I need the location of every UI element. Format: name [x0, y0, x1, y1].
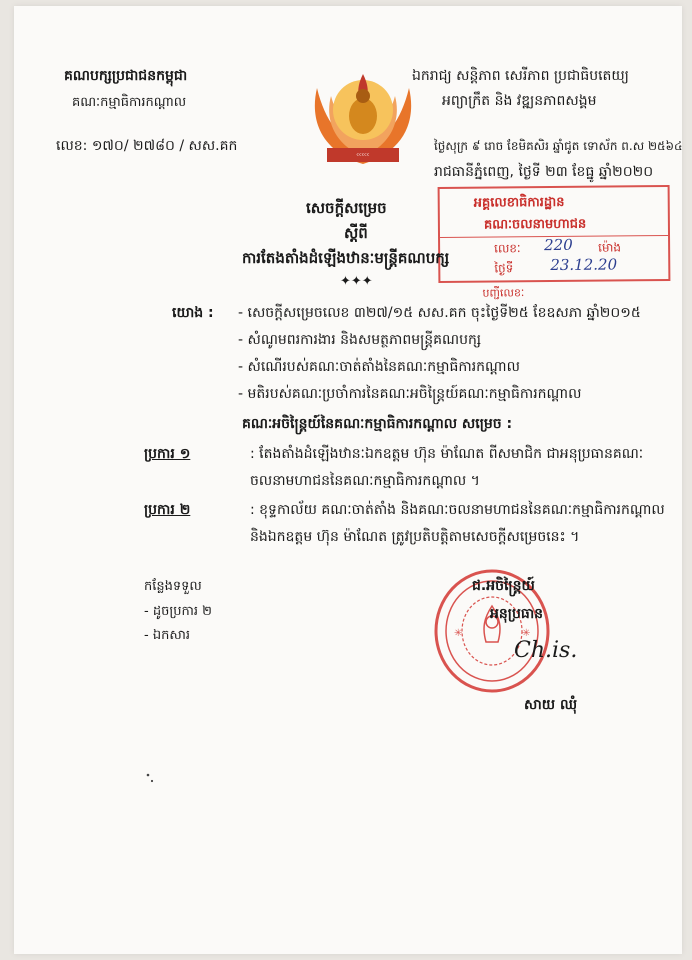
party-name: គណបក្សប្រជាជនកម្ពុជា: [64, 68, 188, 84]
basis-item: - មតិរបស់គណៈប្រចាំការនៃគណៈអចិន្ត្រៃយ៍គណៈកម្មាធិការកណ្ដាល: [238, 386, 582, 402]
received-stamp: [438, 185, 671, 300]
signatory-role: ជ.អចិន្ត្រៃយ៍: [472, 578, 535, 594]
party-logo: [303, 52, 423, 170]
document-page: [14, 6, 682, 954]
signatory-title: អនុប្រធាន: [490, 606, 544, 622]
handwritten-signature: Ch.is.: [514, 638, 578, 663]
article-2-line: : ខុទ្ទកាល័យ គណៈចាត់តាំង និងគណៈចលនាមហាជននៃគណៈកម្មាធិការកណ្ដាល: [250, 502, 665, 518]
article-1-line: : តែងតាំងដំឡើងឋានៈឯកឧត្ដម ហ៊ុន ម៉ាណែត ពីសមាជិក ជាអនុប្រធានគណៈ: [250, 446, 644, 462]
stamp-number-label: លេខៈ: [494, 241, 521, 256]
reference-number: លេខ: ១៧០/ ២៧៨០ / សស.គក: [56, 138, 238, 154]
stamp-line1: អគ្គលេខាធិការដ្ឋាន: [473, 194, 565, 211]
national-motto-line1: ឯករាជ្យ សន្តិភាព សេរីភាព ប្រជាធិបតេយ្យ: [412, 68, 629, 84]
article-1-label: ប្រការ ១: [144, 446, 191, 462]
committee-name: គណៈកម្មាធិការកណ្ដាល: [72, 95, 187, 110]
stamp-number-value: 220: [544, 235, 573, 255]
stamp-time-label: ម៉ោង: [598, 240, 622, 255]
document-title-about: ស្ដីពី: [344, 224, 368, 242]
stray-marks: [144, 772, 164, 784]
recipient-item: - ដូចប្រការ ២: [144, 604, 212, 619]
basis-item: - សំណើរបស់គណៈចាត់តាំងនៃគណៈកម្មាធិការកណ្ដាល: [238, 359, 520, 375]
recipient-item: - ឯកសារ: [144, 628, 190, 643]
basis-item: - សំណូមពរការងារ និងសមត្ថភាពមន្ត្រីគណបក្ស: [238, 332, 482, 348]
article-2-line: និងឯកឧត្ដម ហ៊ុន ម៉ាណែត ត្រូវប្រតិបត្តិតាមសេចក្ដីសម្រេចនេះ ។: [250, 529, 580, 545]
lunar-date: ថ្ងៃសុក្រ ៩ រោច ខែមិគសិរ ឆ្នាំជូត ទោស័ក ព.ស ២៥៦៤: [434, 139, 683, 153]
national-motto-line2: អព្យាក្រឹត និង វឌ្ឍនភាពសង្គម: [442, 93, 597, 109]
svg-text:✳: ✳: [522, 628, 531, 639]
svg-text:✳: ✳: [454, 628, 463, 639]
article-2-label: ប្រការ ២: [144, 502, 191, 518]
signatory-name: សាយ ឈុំ: [524, 697, 578, 713]
stamp-line2: គណៈចលនាមហាជន: [483, 216, 587, 233]
place-and-date: រាជធានីភ្នំពេញ, ថ្ងៃទី ២៣ ខែធ្នូ ឆ្នាំ២០២០: [434, 164, 654, 180]
basis-item: - សេចក្ដីសម្រេចលេខ ៣២៧/១៥ សស.គក ចុះថ្ងៃទី២៥ ខែឧសភា ឆ្នាំ២០១៥: [238, 305, 641, 321]
stamp-date-label: ថ្ងៃទី: [494, 261, 514, 276]
article-1-line: ចលនាមហាជននៃគណៈកម្មាធិការកណ្ដាល ។: [250, 473, 480, 489]
recipients-label: កន្លែងទទួល: [144, 579, 202, 594]
decision-heading: គណៈអចិន្ត្រៃយ៍នៃគណៈកម្មាធិការកណ្ដាល សម្រេច :: [242, 416, 513, 432]
stamp-log-label: បញ្ជីលេខៈ: [482, 286, 525, 300]
title-ornament: ✦✦✦: [340, 274, 373, 289]
document-subject: ការតែងតាំងដំឡើងឋានៈមន្ត្រីគណបក្ស: [242, 249, 450, 267]
basis-label: យោង :: [172, 305, 214, 321]
document-title: សេចក្ដីសម្រេច: [306, 199, 387, 217]
svg-text:ᶜᶜᶜᶜᶜ: ᶜᶜᶜᶜᶜ: [356, 152, 370, 160]
stamp-date-value: 23.12.20: [550, 255, 618, 275]
